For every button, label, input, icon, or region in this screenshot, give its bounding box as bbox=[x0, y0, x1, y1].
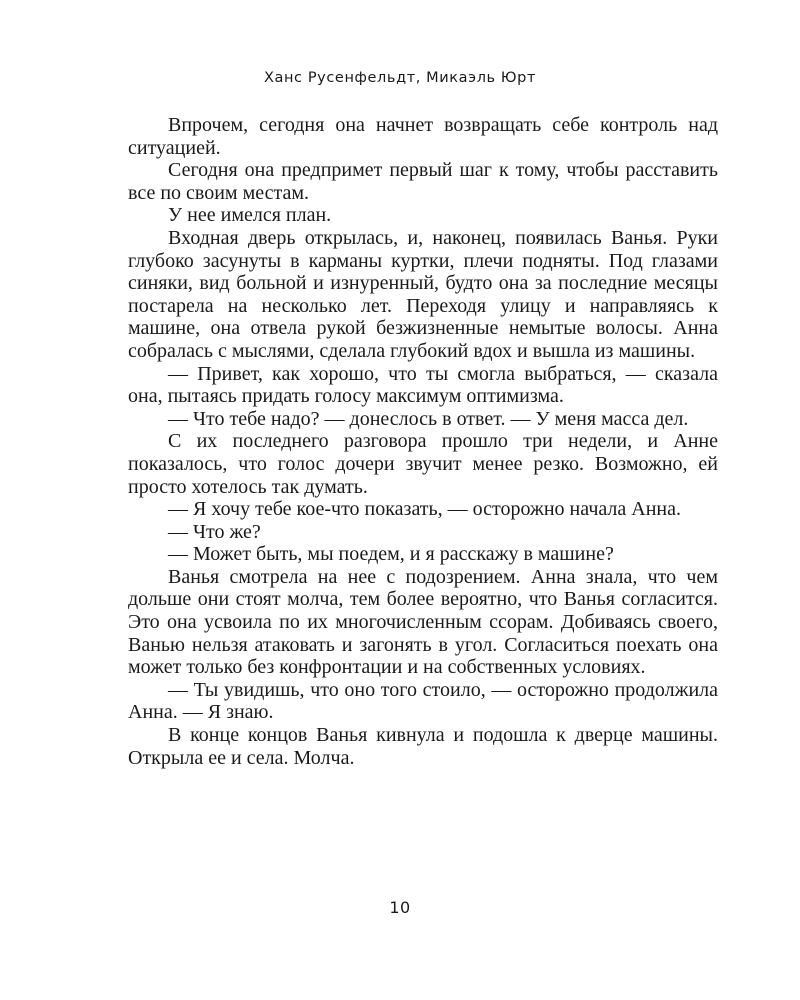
paragraph: С их последнего разговора прошло три недели, и Анне показалось, что голос дочери звучит менее резко. Возможно, ей просто хотелось так думать. bbox=[128, 430, 718, 498]
paragraph: Впрочем, сегодня она начнет возвращать себе контроль над ситуацией. bbox=[128, 114, 718, 159]
body-text bbox=[128, 114, 718, 769]
paragraph: — Привет, как хорошо, что ты смогла выбраться, — сказала она, пытаясь придать голосу максимум оптимизма. bbox=[128, 362, 718, 408]
paragraph: В конце концов Ванья кивнула и подошла к дверце машины. Открыла ее и села. Молча. bbox=[128, 724, 718, 769]
running-head: Ханс Русенфельдт, Микаэль Юрт bbox=[263, 70, 537, 86]
paragraph: — Что же? bbox=[168, 520, 261, 543]
paragraph: Сегодня она предпримет первый шаг к тому, чтобы расставить все по своим местам. bbox=[128, 159, 718, 204]
page-number: 10 bbox=[389, 898, 411, 917]
paragraph: Входная дверь открылась, и, наконец, появилась Ванья. Руки глубоко засунуты в карманы куртки, плечи подняты. Под глазами синяки, вид больной и изнуренный, будто она за последние месяцы постарела на несколько лет. Переходя улицу и направляясь к машине, она отвела рукой безжизненные немытые волосы. Анна собралась с мыслями, сделала глубокий вдох и вышла из машины. bbox=[128, 226, 718, 362]
paragraph: — Что тебе надо? — донеслось в ответ. — У меня масса дел. bbox=[168, 407, 689, 430]
paragraph: У нее имелся план. bbox=[168, 204, 332, 227]
paragraph: Ванья смотрела на нее с подозрением. Анна знала, что чем дольше они стоят молча, тем более вероятно, что Ванья согласится. Это она усвоила по их многочисленным ссорам. Добиваясь своего, Ванью нельзя атаковать и загонять в угол. Согласиться поехать она может только без конфронтации и на собственных условиях. bbox=[128, 565, 718, 679]
paragraph: — Ты увидишь, что оно того стоило, — осторожно продолжила Анна. — Я знаю. bbox=[128, 678, 718, 724]
paragraph: — Я хочу тебе кое-что показать, — осторожно начала Анна. bbox=[168, 498, 682, 521]
paragraph: — Может быть, мы поедем, и я расскажу в машине? bbox=[168, 543, 614, 566]
